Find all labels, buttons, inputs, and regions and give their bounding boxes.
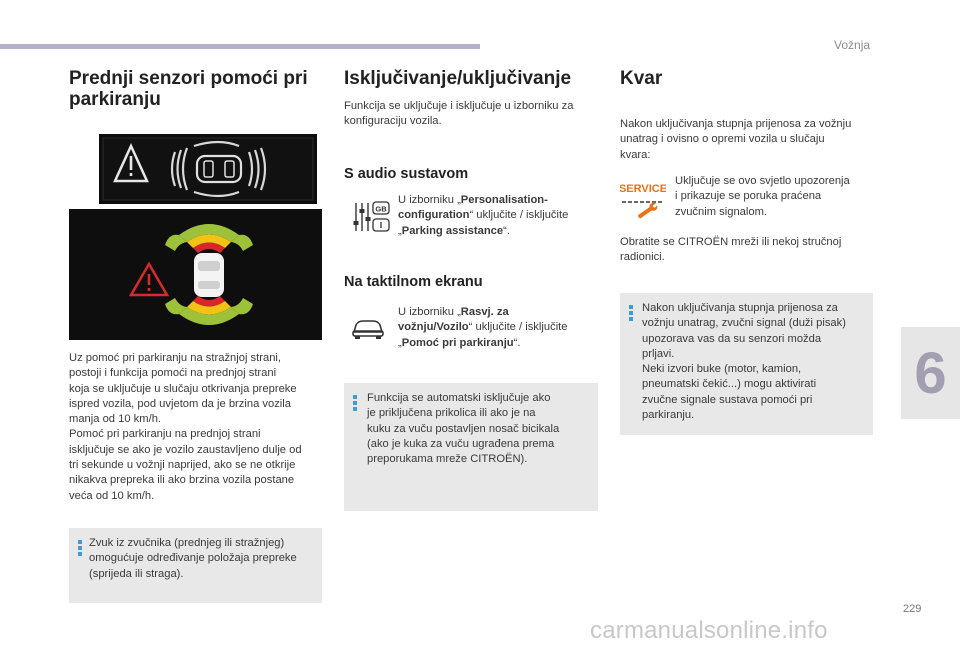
intro-line: kvara: [620,148,651,161]
body-line: isključuje se ako je vozilo zaustavljeno dulje od [69,443,302,456]
text-part: „ [398,224,402,237]
text-part: “. [503,224,510,237]
toggle-intro [344,99,604,130]
toggle-title: Isključivanje/uključivanje [344,68,572,89]
parking-display-graphic [99,134,317,204]
info-icon [353,395,357,411]
body-line: koja se uključuje u slučaju otkrivanja prepreke [69,382,297,395]
body-line: ispred vozila, pod uvjetom da je brzina vozila [69,397,292,410]
page-number: 229 [903,603,922,615]
menu-name: configuration [398,209,470,222]
text-part: “ uključite / isključite [469,209,569,222]
chapter-number: 6 [914,341,947,406]
note-line: vožnju unatrag, zvučni signal (duži pisak) [642,317,846,330]
text-part: “. [513,336,521,349]
note-line: prljavi. [642,347,675,360]
note-line: upozorava vas da su senzori možda [642,332,822,345]
watermark: carmanualsonline.info [590,617,828,644]
note-line: pneumatski čekić...) mogu aktivirati [642,378,817,391]
body-line: tri sekunde u vožnji naprijed, ako se ne otkrije [69,459,296,472]
service-line: zvučnim signalom. [675,205,768,218]
option-name: Pomoć pri parkiranju [401,336,514,349]
service-warning-text [675,174,885,220]
intro-line: unatrag i ovisno o opremi vozila u slučaju [620,133,825,146]
text-part: „ [398,336,402,349]
body-line: postoji i funkcija pomoći na prednjoj strani [69,367,277,380]
header-accent-bar [0,44,480,49]
body-line: Uz pomoć pri parkiranju na stražnjoj strani, [69,352,282,364]
text-part: U izborniku „ [398,306,461,318]
info-note-box [620,293,873,435]
contact-line: Obratite se CITROËN mreži ili nekoj stručnoj [620,236,842,248]
note-line: Nakon uključivanja stupnja prijenosa za [642,302,838,314]
note-line: zvučne signale sustava pomoći pri [642,393,813,406]
vehicle-icon [351,316,385,340]
note-line: preporukama mreže CITROËN). [367,453,528,466]
car-top-icon [194,253,224,297]
fault-intro [620,117,880,163]
intro-line: konfiguraciju vozila. [344,115,442,128]
note-line: Neki izvori buke (motor, kamion, [642,363,802,376]
note-line: je priključena prikolica ili ako je na [367,407,536,420]
front-sensors-body [69,351,329,504]
note-line: Funkcija se automatski isključuje ako [367,392,551,404]
front-sensors-title-line: Prednji senzori pomoći pri [69,68,308,89]
wrench-icon [636,201,659,220]
svg-text:GB: GB [375,204,387,214]
body-line: manja od 10 km/h. [69,413,162,426]
service-line: i prikazuje se poruka praćena [675,190,822,203]
audio-settings-icon [352,197,392,235]
service-line: Uključuje se ovo svjetlo upozorenja [675,175,850,187]
intro-line: Funkcija se uključuje i isključuje u izborniku za [344,100,574,112]
touchscreen-heading: Na taktilnom ekranu [344,274,483,290]
touchscreen-instructions [398,305,603,351]
info-note-box [69,528,322,603]
front-sensors-title-line: parkiranju [69,89,161,110]
service-warning-icon [620,180,666,220]
contact-line: radionici. [620,251,665,264]
audio-instructions [398,193,603,239]
dealer-contact-text [620,235,880,266]
note-line: Zvuk iz zvučnika (prednjeg ili stražnjeg) [89,537,285,549]
front-sensors-title [69,68,308,110]
menu-name: vožnju/Vozilo [398,321,469,334]
parking-display-image [99,134,317,204]
body-line: veća od 10 km/h. [69,489,155,502]
sensor-zone-image [69,209,322,340]
fault-title: Kvar [620,68,663,89]
note-line: parkiranju. [642,409,695,422]
option-name: Parking assistance [401,224,504,237]
note-line: omogućuje određivanje položaja prepreke [89,552,297,565]
body-line: Pomoć pri parkiranju na prednjoj strani [69,428,261,441]
info-note-text [367,391,559,467]
sensor-zone-graphic [69,209,322,340]
body-line: nikakva prepreka ili ako brzina vozila postane [69,474,295,487]
note-line: (sprijeda ili straga). [89,567,184,580]
text-part: U izborniku „ [398,194,461,206]
note-line: (ako je kuka za vuču ugrađena prema [367,437,555,450]
info-icon [78,540,82,556]
menu-name: Personalisation- [460,194,548,206]
audio-heading: S audio sustavom [344,166,469,182]
svg-text:SERVICE: SERVICE [620,183,666,195]
note-line: kuku za vuču postavljen nosač bicikala [367,422,560,435]
text-part: “ uključite / isključite [468,321,568,334]
info-icon [629,305,633,321]
intro-line: Nakon uključivanja stupnja prijenosa za vožnju [620,118,852,130]
info-note-box [344,383,598,511]
info-note-text [89,536,297,582]
section-title: Vožnja [834,38,871,52]
info-note-text [642,301,846,423]
menu-name: Rasvj. za [460,306,509,318]
